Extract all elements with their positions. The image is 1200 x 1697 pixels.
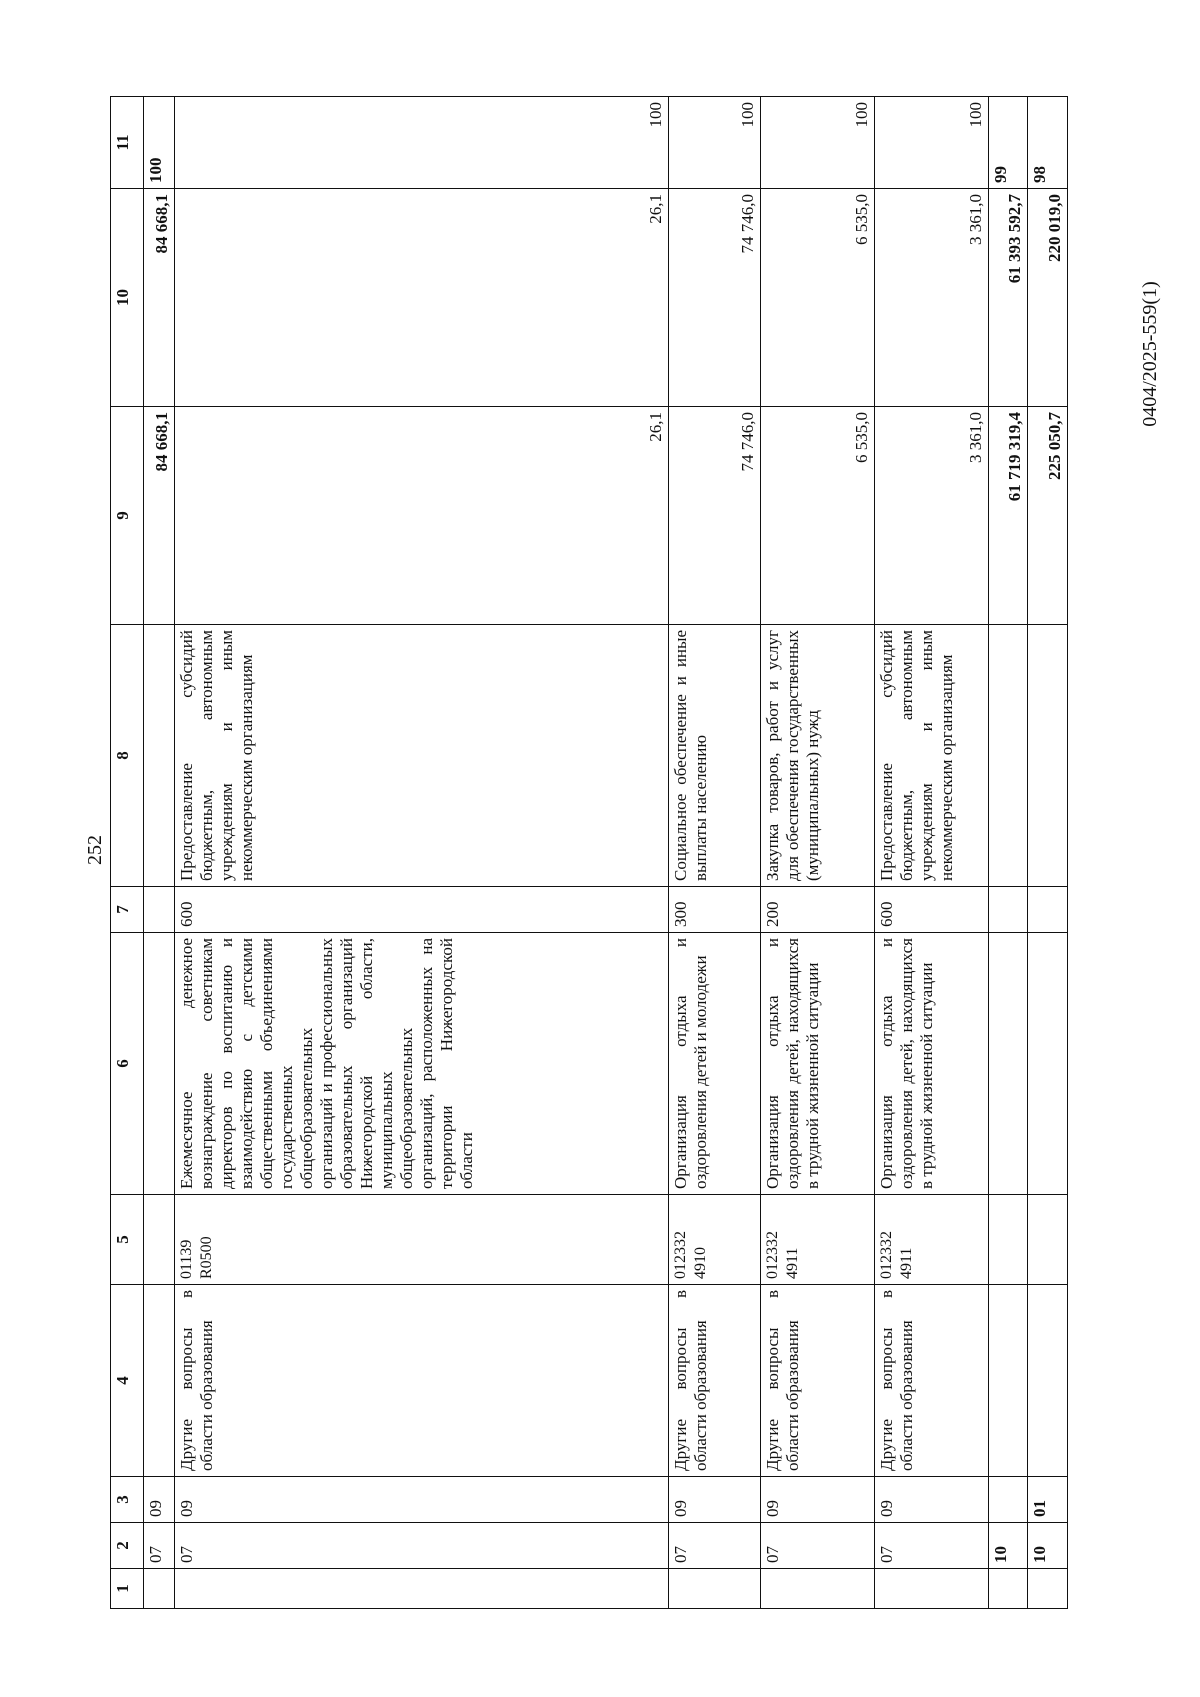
cell-section: 07 <box>874 1523 988 1569</box>
cell-article-name: Организация отдыха и оздоровления детей и молодежи <box>668 933 760 1195</box>
cell-subsection: 09 <box>760 1477 874 1523</box>
column-header: 3 <box>111 1477 144 1523</box>
cell-percent: 100 <box>760 97 874 189</box>
table-row <box>988 97 1028 1609</box>
cell-subsection-name <box>144 1285 175 1477</box>
cell-subsection <box>988 1477 1028 1523</box>
cell-expense-type: 600 <box>874 887 988 933</box>
cell-percent: 99 <box>988 97 1028 189</box>
cell-percent: 100 <box>668 97 760 189</box>
cell-executed-amount: 220 019,0 <box>1028 189 1068 407</box>
cell-approved-amount: 84 668,1 <box>144 407 175 625</box>
cell-target-article <box>988 1195 1028 1285</box>
cell-approved-amount: 26,1 <box>174 407 668 625</box>
cell-executed-amount: 61 393 592,7 <box>988 189 1028 407</box>
column-header: 2 <box>111 1523 144 1569</box>
cell-expense-type-name: Закупка товаров, работ и услуг для обеспечения государственных (муниципальных) нужд <box>760 625 874 887</box>
cell-expense-type-name: Социальное обеспечение и иные выплаты населению <box>668 625 760 887</box>
cell-subsection-name: Другие вопросы в области образования <box>668 1285 760 1477</box>
cell-col1 <box>760 1569 874 1609</box>
cell-executed-amount: 74 746,0 <box>668 189 760 407</box>
cell-approved-amount: 61 719 319,4 <box>988 407 1028 625</box>
table-row <box>144 97 175 1609</box>
column-header: 8 <box>111 625 144 887</box>
table-row <box>174 97 668 1609</box>
cell-section: 10 <box>1028 1523 1068 1569</box>
cell-percent: 100 <box>174 97 668 189</box>
cell-percent: 100 <box>144 97 175 189</box>
column-header: 9 <box>111 407 144 625</box>
cell-section: 07 <box>144 1523 175 1569</box>
cell-expense-type: 300 <box>668 887 760 933</box>
column-header: 4 <box>111 1285 144 1477</box>
cell-article-name: Ежемесячное денежное вознаграждение советникам директоров по воспитанию и взаимодействию с детскими общественными объединениями государственных общеобразовательных организаций и профессиональных образовательных организаций Нижегородской области, муниципальных общеобразовательных организаций, расположенных на территории Нижегородской области <box>174 933 668 1195</box>
cell-target-article <box>1028 1195 1068 1285</box>
table-row <box>1028 97 1068 1609</box>
cell-approved-amount: 3 361,0 <box>874 407 988 625</box>
cell-target-article: 012332 4910 <box>668 1195 760 1285</box>
cell-executed-amount: 84 668,1 <box>144 189 175 407</box>
cell-expense-type <box>144 887 175 933</box>
cell-executed-amount: 26,1 <box>174 189 668 407</box>
cell-expense-type: 200 <box>760 887 874 933</box>
cell-section: 07 <box>174 1523 668 1569</box>
cell-subsection-name: Другие вопросы в области образования <box>174 1285 668 1477</box>
column-header: 6 <box>111 933 144 1195</box>
cell-article-name <box>988 933 1028 1195</box>
cell-approved-amount: 225 050,7 <box>1028 407 1068 625</box>
column-header: 5 <box>111 1195 144 1285</box>
cell-percent: 98 <box>1028 97 1068 189</box>
table-header-row <box>111 97 144 1609</box>
cell-executed-amount: 6 535,0 <box>760 189 874 407</box>
cell-subsection-name <box>1028 1285 1068 1477</box>
cell-col1 <box>668 1569 760 1609</box>
cell-subsection: 09 <box>668 1477 760 1523</box>
cell-col1 <box>174 1569 668 1609</box>
cell-col1 <box>874 1569 988 1609</box>
cell-expense-type-name <box>1028 625 1068 887</box>
cell-executed-amount: 3 361,0 <box>874 189 988 407</box>
cell-expense-type-name: Предоставление субсидий бюджетным, автономным учреждениям и иным некоммерческим организациям <box>174 625 668 887</box>
cell-target-article: 012332 4911 <box>874 1195 988 1285</box>
cell-approved-amount: 6 535,0 <box>760 407 874 625</box>
cell-target-article: 012332 4911 <box>760 1195 874 1285</box>
cell-expense-type-name <box>988 625 1028 887</box>
column-header: 1 <box>111 1569 144 1609</box>
cell-col1 <box>144 1569 175 1609</box>
cell-subsection-name: Другие вопросы в области образования <box>874 1285 988 1477</box>
cell-article-name: Организация отдыха и оздоровления детей, находящихся в трудной жизненной ситуации <box>874 933 988 1195</box>
column-header: 11 <box>111 97 144 189</box>
cell-article-name <box>1028 933 1068 1195</box>
cell-target-article <box>144 1195 175 1285</box>
column-header: 10 <box>111 189 144 407</box>
cell-expense-type: 600 <box>174 887 668 933</box>
cell-subsection-name: Другие вопросы в области образования <box>760 1285 874 1477</box>
cell-section: 07 <box>668 1523 760 1569</box>
cell-percent: 100 <box>874 97 988 189</box>
table-row <box>668 97 760 1609</box>
cell-section: 07 <box>760 1523 874 1569</box>
cell-article-name <box>144 933 175 1195</box>
column-header: 7 <box>111 887 144 933</box>
cell-expense-type <box>1028 887 1068 933</box>
budget-table-container <box>110 97 1068 1609</box>
cell-subsection: 01 <box>1028 1477 1068 1523</box>
page-number: 252 <box>84 835 106 865</box>
cell-subsection-name <box>988 1285 1028 1477</box>
document-code: 0404/2025-559(1) <box>1139 281 1161 427</box>
cell-section: 10 <box>988 1523 1028 1569</box>
cell-expense-type-name: Предоставление субсидий бюджетным, автономным учреждениям и иным некоммерческим организациям <box>874 625 988 887</box>
cell-approved-amount: 74 746,0 <box>668 407 760 625</box>
cell-subsection: 09 <box>174 1477 668 1523</box>
cell-article-name: Организация отдыха и оздоровления детей, находящихся в трудной жизненной ситуации <box>760 933 874 1195</box>
cell-col1 <box>988 1569 1028 1609</box>
table-row <box>874 97 988 1609</box>
budget-table <box>110 96 1068 1609</box>
cell-subsection: 09 <box>144 1477 175 1523</box>
table-row <box>760 97 874 1609</box>
cell-target-article: 01139 R0500 <box>174 1195 668 1285</box>
cell-subsection: 09 <box>874 1477 988 1523</box>
cell-expense-type-name <box>144 625 175 887</box>
cell-col1 <box>1028 1569 1068 1609</box>
cell-expense-type <box>988 887 1028 933</box>
